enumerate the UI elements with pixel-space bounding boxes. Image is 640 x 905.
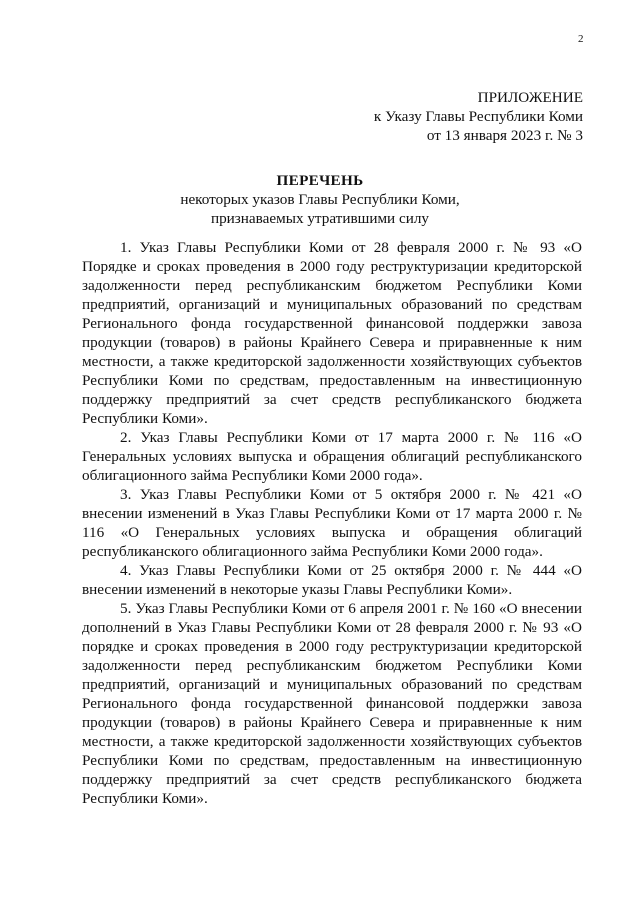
appendix-title: ПРИЛОЖЕНИЕ xyxy=(477,89,583,106)
decree-list xyxy=(82,238,582,808)
list-item: 4. Указ Главы Республики Коми от 25 октября 2000 г. № 444 «О внесении изменений в некоторые указы Главы Республики Коми». xyxy=(82,562,582,598)
list-item: 5. Указ Главы Республики Коми от 6 апреля 2001 г. № 160 «О внесении дополнений в Указ Главы Республики Коми от 28 февраля 2000 г. № 93 «О порядке и сроках проведения в 2000 году реструктуризации кредиторской задолженности перед республиканским бюджетом Республики Коми предприятий, организаций и муниципальных образований по средствам Регионального фонда государственной финансовой поддержки завоза продукции (товаров) в районы Крайнего Севера и приравненные к ним местности, а также кредиторской задолженности хозяйствующих субъектов Республики Коми по средствам, предоставленным на инвестиционную поддержку предприятий за счет средств республиканского бюджета Республики Коми». xyxy=(82,600,582,807)
list-item: 1. Указ Главы Республики Коми от 28 февраля 2000 г. № 93 «О Порядке и сроках проведения в 2000 году реструктуризации кредиторской задолженности перед республиканским бюджетом Республики Коми предприятий, организаций и муниципальных образований по средствам Регионального фонда государственной финансовой поддержки завоза продукции (товаров) в районы Крайнего Севера и приравненные к ним местности, а также кредиторской задолженности хозяйствующих субъектов Республики Коми по средствам, предоставленным на инвестиционную поддержку предприятий за счет средств республиканского бюджета Республики Коми». xyxy=(82,239,582,427)
list-item: 2. Указ Главы Республики Коми от 17 марта 2000 г. № 116 «О Генеральных условиях выпуска и обращения облигаций республиканского облигационного займа Республики Коми 2000 года». xyxy=(82,429,582,484)
document-subtitle-line2: признаваемых утратившими силу xyxy=(210,210,430,227)
document-title-block xyxy=(60,171,580,228)
page-number: 2 xyxy=(578,33,584,45)
appendix-decree-ref: к Указу Главы Республики Коми xyxy=(373,108,583,125)
appendix-header xyxy=(374,88,583,145)
document-title: ПЕРЕЧЕНЬ xyxy=(276,172,364,189)
appendix-date: от 13 января 2023 г. № 3 xyxy=(426,127,583,144)
list-item: 3. Указ Главы Республики Коми от 5 октября 2000 г. № 421 «О внесении изменений в Указ Главы Республики Коми от 17 марта 2000 г. № 116 «О Генеральных условиях выпуска и обращения облигаций республиканского облигационного займа Республики Коми 2000 года». xyxy=(82,486,582,560)
document-subtitle-line1: некоторых указов Главы Республики Коми, xyxy=(180,191,460,208)
